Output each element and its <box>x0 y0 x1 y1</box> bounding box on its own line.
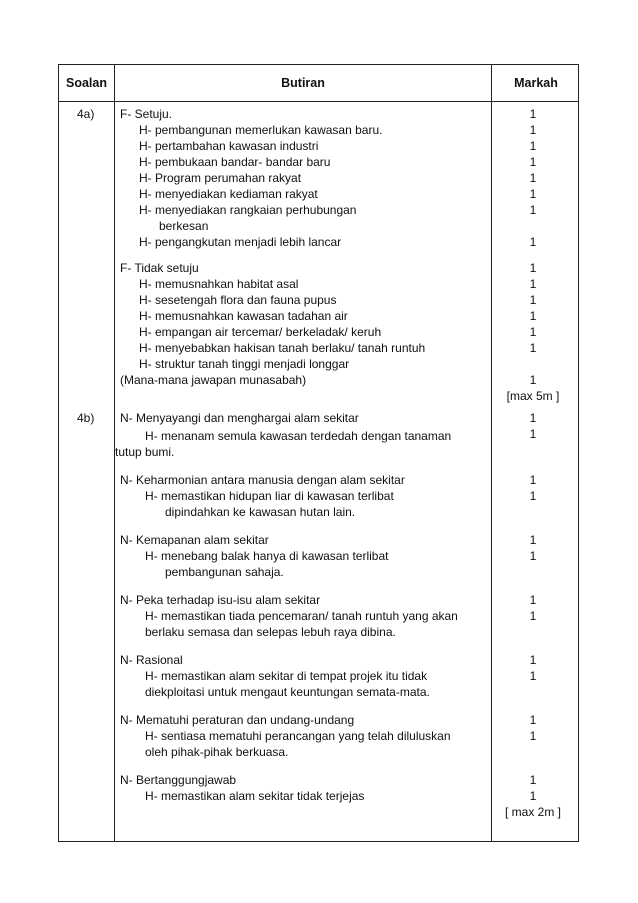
mark: 1 <box>529 107 537 121</box>
mark: 1 <box>529 293 537 307</box>
mark: 1 <box>529 373 537 387</box>
point-heading: N- Rasional <box>120 653 183 667</box>
mark: 1 <box>529 309 537 323</box>
point-detail: oleh pihak-pihak berkuasa. <box>145 745 289 759</box>
point-detail: H- pembangunan memerlukan kawasan baru. <box>139 123 383 137</box>
mark: 1 <box>529 609 537 623</box>
mark: 1 <box>529 669 537 683</box>
point-detail: berlaku semasa dan selepas lebuh raya dibina. <box>145 625 396 639</box>
point-heading: N- Peka terhadap isu-isu alam sekitar <box>120 593 321 607</box>
point-detail: berkesan <box>159 219 209 233</box>
mark: 1 <box>529 713 537 727</box>
point-heading: F- Tidak setuju <box>120 261 199 275</box>
mark: 1 <box>529 549 537 563</box>
max-mark: [max 5m ] <box>506 389 560 403</box>
point-detail: dipindahkan ke kawasan hutan lain. <box>165 505 356 519</box>
point-detail: H- pengangkutan menjadi lebih lancar <box>139 235 342 249</box>
mark: 1 <box>529 473 537 487</box>
point-detail: H- struktur tanah tinggi menjadi longgar <box>139 357 350 371</box>
point-detail: H- sesetengah flora dan fauna pupus <box>139 293 337 307</box>
mark: 1 <box>529 489 537 503</box>
point-detail: H- memusnahkan kawasan tadahan air <box>139 309 348 323</box>
mark: 1 <box>529 171 537 185</box>
point-detail: H- pembukaan bandar- bandar baru <box>139 155 331 169</box>
mark: 1 <box>529 729 537 743</box>
mark: 1 <box>529 653 537 667</box>
mark: 1 <box>529 277 537 291</box>
point-heading: N- Keharmonian antara manusia dengan alam sekitar <box>120 473 405 487</box>
question-label: 4b) <box>77 411 95 425</box>
header-markah: Markah <box>514 76 558 90</box>
mark: 1 <box>529 427 537 441</box>
mark: 1 <box>529 187 537 201</box>
mark: 1 <box>529 593 537 607</box>
point-detail: H- Program perumahan rakyat <box>139 171 302 185</box>
mark: 1 <box>529 203 537 217</box>
point-heading: N- Mematuhi peraturan dan undang-undang <box>120 713 355 727</box>
point-detail: diekploitasi untuk mengaut keuntungan semata-mata. <box>145 685 430 699</box>
question-label: 4a) <box>77 107 95 121</box>
point-detail: H- memastikan alam sekitar di tempat projek itu tidak <box>145 669 428 683</box>
mark: 1 <box>529 235 537 249</box>
mark: 1 <box>529 789 537 803</box>
point-heading: F- Setuju. <box>120 107 173 121</box>
point-detail: tutup bumi. <box>115 445 175 459</box>
point-detail: pembangunan sahaja. <box>165 565 284 579</box>
point-detail: H- menanam semula kawasan terdedah dengan tanaman <box>145 429 452 443</box>
mark: 1 <box>529 261 537 275</box>
header-soalan: Soalan <box>66 76 107 90</box>
point-heading: N- Bertanggungjawab <box>120 773 237 787</box>
point-heading: N- Menyayangi dan menghargai alam sekitar <box>120 411 359 425</box>
point-detail: H- menyediakan rangkaian perhubungan <box>139 203 357 217</box>
max-mark: [ max 2m ] <box>504 805 561 819</box>
mark: 1 <box>529 773 537 787</box>
point-detail: H- memastikan hidupan liar di kawasan terlibat <box>145 489 394 503</box>
point-heading: N- Kemapanan alam sekitar <box>120 533 269 547</box>
point-detail: H- memastikan alam sekitar tidak terjejas <box>145 789 365 803</box>
point-detail: H- menyediakan kediaman rakyat <box>139 187 318 201</box>
mark: 1 <box>529 411 537 425</box>
point-detail: H- menebang balak hanya di kawasan terlibat <box>145 549 389 563</box>
mark: 1 <box>529 341 537 355</box>
mark: 1 <box>529 123 537 137</box>
mark: 1 <box>529 155 537 169</box>
point-detail: H- sentiasa mematuhi perancangan yang telah diluluskan <box>145 729 451 743</box>
point-detail: H- menyebabkan hakisan tanah berlaku/ tanah runtuh <box>139 341 426 355</box>
answer-scheme-table <box>58 64 579 842</box>
point-detail: H- empangan air tercemar/ berkeladak/ keruh <box>139 325 382 339</box>
header-divider <box>59 101 578 102</box>
point-detail: H- memusnahkan habitat asal <box>139 277 299 291</box>
answer-note: (Mana-mana jawapan munasabah) <box>120 373 307 387</box>
mark: 1 <box>529 325 537 339</box>
mark: 1 <box>529 139 537 153</box>
header-butiran: Butiran <box>281 76 325 90</box>
mark: 1 <box>529 533 537 547</box>
point-detail: H- memastikan tiada pencemaran/ tanah runtuh yang akan <box>145 609 458 623</box>
point-detail: H- pertambahan kawasan industri <box>139 139 319 153</box>
